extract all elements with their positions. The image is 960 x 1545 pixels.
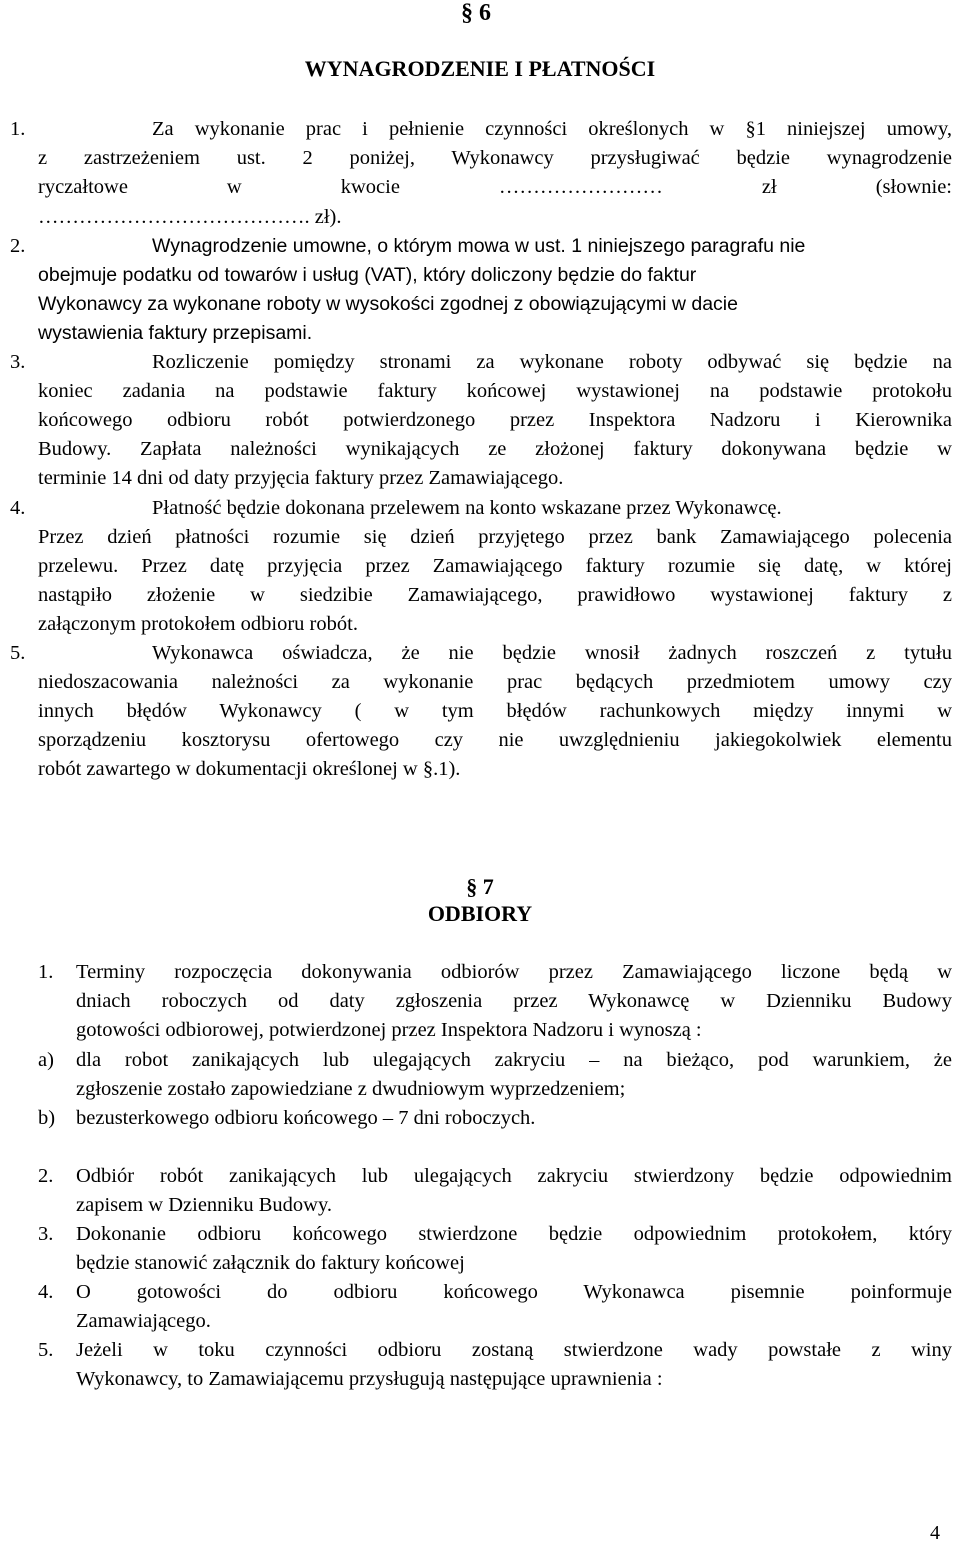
- s6-p3-line: końcowego odbioru robót potwierdzonego przez Inspektora Nadzoru i Kierownika: [38, 409, 952, 431]
- s6-p5-line: niedoszacowania należności za wykonanie prac będących przedmiotem umowy czy: [38, 671, 952, 693]
- s6-p1-line: …………………………………. zł).: [38, 206, 342, 228]
- s6-p4-num: 4.: [10, 497, 26, 519]
- s7-p3-line: Dokonanie odbioru końcowego stwierdzone będzie odpowiednim protokołem, który: [76, 1223, 952, 1245]
- s6-p2-line: Wykonawcy za wykonane roboty w wysokości zgodnej z obowiązującymi w dacie: [38, 293, 738, 315]
- s7-p4-line: Zamawiającego.: [76, 1310, 211, 1332]
- s6-p5-line: robót zawartego w dokumentacji określonej w §.1).: [38, 758, 461, 780]
- s7-pb-num: b): [38, 1107, 56, 1129]
- page-number: 4: [930, 1522, 940, 1544]
- s6-p5-num: 5.: [10, 642, 26, 664]
- s7-p1-line: dniach roboczych od daty zgłoszenia przez Wykonawcę w Dzienniku Budowy: [76, 990, 952, 1012]
- section-7-title: ODBIORY: [427, 901, 533, 926]
- s7-p3-num: 3.: [38, 1223, 54, 1245]
- s6-p2-num: 2.: [10, 235, 26, 257]
- s6-p4-line: nastąpiło złożenie w siedzibie Zamawiającego, prawidłowo wystawionej faktury z: [38, 584, 952, 606]
- s7-pa-num: a): [38, 1049, 54, 1071]
- s6-p5-line: Wykonawca oświadcza, że nie będzie wnosił żadnych roszczeń z tytułu: [152, 642, 952, 664]
- s6-p2-line: obejmuje podatku od towarów i usług (VAT), który doliczony będzie do faktur: [38, 264, 697, 286]
- s6-p4-line: Przez dzień płatności rozumie się dzień przyjętego przez bank Zamawiającego polecenia: [38, 526, 952, 548]
- s7-p1-num: 1.: [38, 961, 54, 983]
- s6-p1-line: ryczałtowe w kwocie …………………… zł (słownie:: [38, 176, 952, 198]
- s6-p2-line: Wynagrodzenie umowne, o którym mowa w ust. 1 niniejszego paragrafu nie: [152, 235, 806, 257]
- section-6-title: WYNAGRODZENIE I PŁATNOŚCI: [304, 56, 656, 81]
- s6-p1-line: z zastrzeżeniem ust. 2 poniżej, Wykonawcy przysługiwać będzie wynagrodzenie: [38, 147, 952, 169]
- s6-p1-line: Za wykonanie prac i pełnienie czynności określonych w §1 niniejszej umowy,: [152, 118, 952, 140]
- s7-p3-line: będzie stanowić załącznik do faktury końcowej: [76, 1252, 465, 1274]
- s7-p1-line: Terminy rozpoczęcia dokonywania odbiorów przez Zamawiającego liczone będą w: [76, 961, 952, 983]
- s6-p4-line: Płatność będzie dokonana przelewem na konto wskazane przez Wykonawcę.: [152, 497, 782, 519]
- s7-p2-num: 2.: [38, 1165, 54, 1187]
- s6-p5-line: innych błędów Wykonawcy ( w tym błędów rachunkowych między innymi w: [38, 700, 952, 722]
- section-6-sign-text: § 6: [461, 0, 491, 26]
- s6-p3-line: Budowy. Zapłata należności wynikających ze złożonej faktury dokonywana będzie w: [38, 438, 952, 460]
- s7-p4-num: 4.: [38, 1281, 54, 1303]
- s6-p3-line: terminie 14 dni od daty przyjęcia faktury przez Zamawiającego.: [38, 467, 564, 489]
- s6-p4-line: załączonym protokołem odbioru robót.: [38, 613, 358, 635]
- s7-p1-line: gotowości odbiorowej, potwierdzonej przez Inspektora Nadzoru i wynoszą :: [76, 1019, 702, 1041]
- s7-pa-line: zgłoszenie zostało zapowiedziane z dwudniowym wyprzedzeniem;: [76, 1078, 626, 1100]
- section-7-sign: § 7: [466, 874, 494, 899]
- s7-pb-line: bezusterkowego odbioru końcowego – 7 dni roboczych.: [76, 1107, 536, 1129]
- s6-p5-line: sporządzeniu kosztorysu ofertowego czy nie uwzględnieniu jakiegokolwiek elementu: [38, 729, 952, 751]
- s7-p4-line: O gotowości do odbioru końcowego Wykonawca pisemnie poinformuje: [76, 1281, 952, 1303]
- s7-p2-line: Odbiór robót zanikających lub ulegających zakryciu stwierdzony będzie odpowiednim: [76, 1165, 952, 1187]
- s6-p2-line: wystawienia faktury przepisami.: [38, 322, 313, 344]
- s6-p3-line: koniec zadania na podstawie faktury końcowej wystawionej na podstawie protokołu: [38, 380, 952, 402]
- s7-p5-line: Jeżeli w toku czynności odbioru zostaną stwierdzone wady powstałe z winy: [76, 1339, 952, 1361]
- s6-p1-num: 1.: [10, 118, 26, 140]
- section-6-sign: [0, 0, 960, 27]
- s7-pa-line: dla robot zanikających lub ulegających zakryciu – na bieżąco, pod warunkiem, że: [76, 1049, 952, 1071]
- s6-p4-line: przelewu. Przez datę przyjęcia przez Zamawiającego faktury rozumie się datę, w której: [38, 555, 952, 577]
- s7-p2-line: zapisem w Dzienniku Budowy.: [76, 1194, 333, 1216]
- s7-p5-num: 5.: [38, 1339, 54, 1361]
- s7-p5-line: Wykonawcy, to Zamawiającemu przysługują następujące uprawnienia :: [76, 1368, 663, 1390]
- s6-p3-line: Rozliczenie pomiędzy stronami za wykonane roboty odbywać się będzie na: [152, 351, 952, 373]
- s6-p3-num: 3.: [10, 351, 26, 373]
